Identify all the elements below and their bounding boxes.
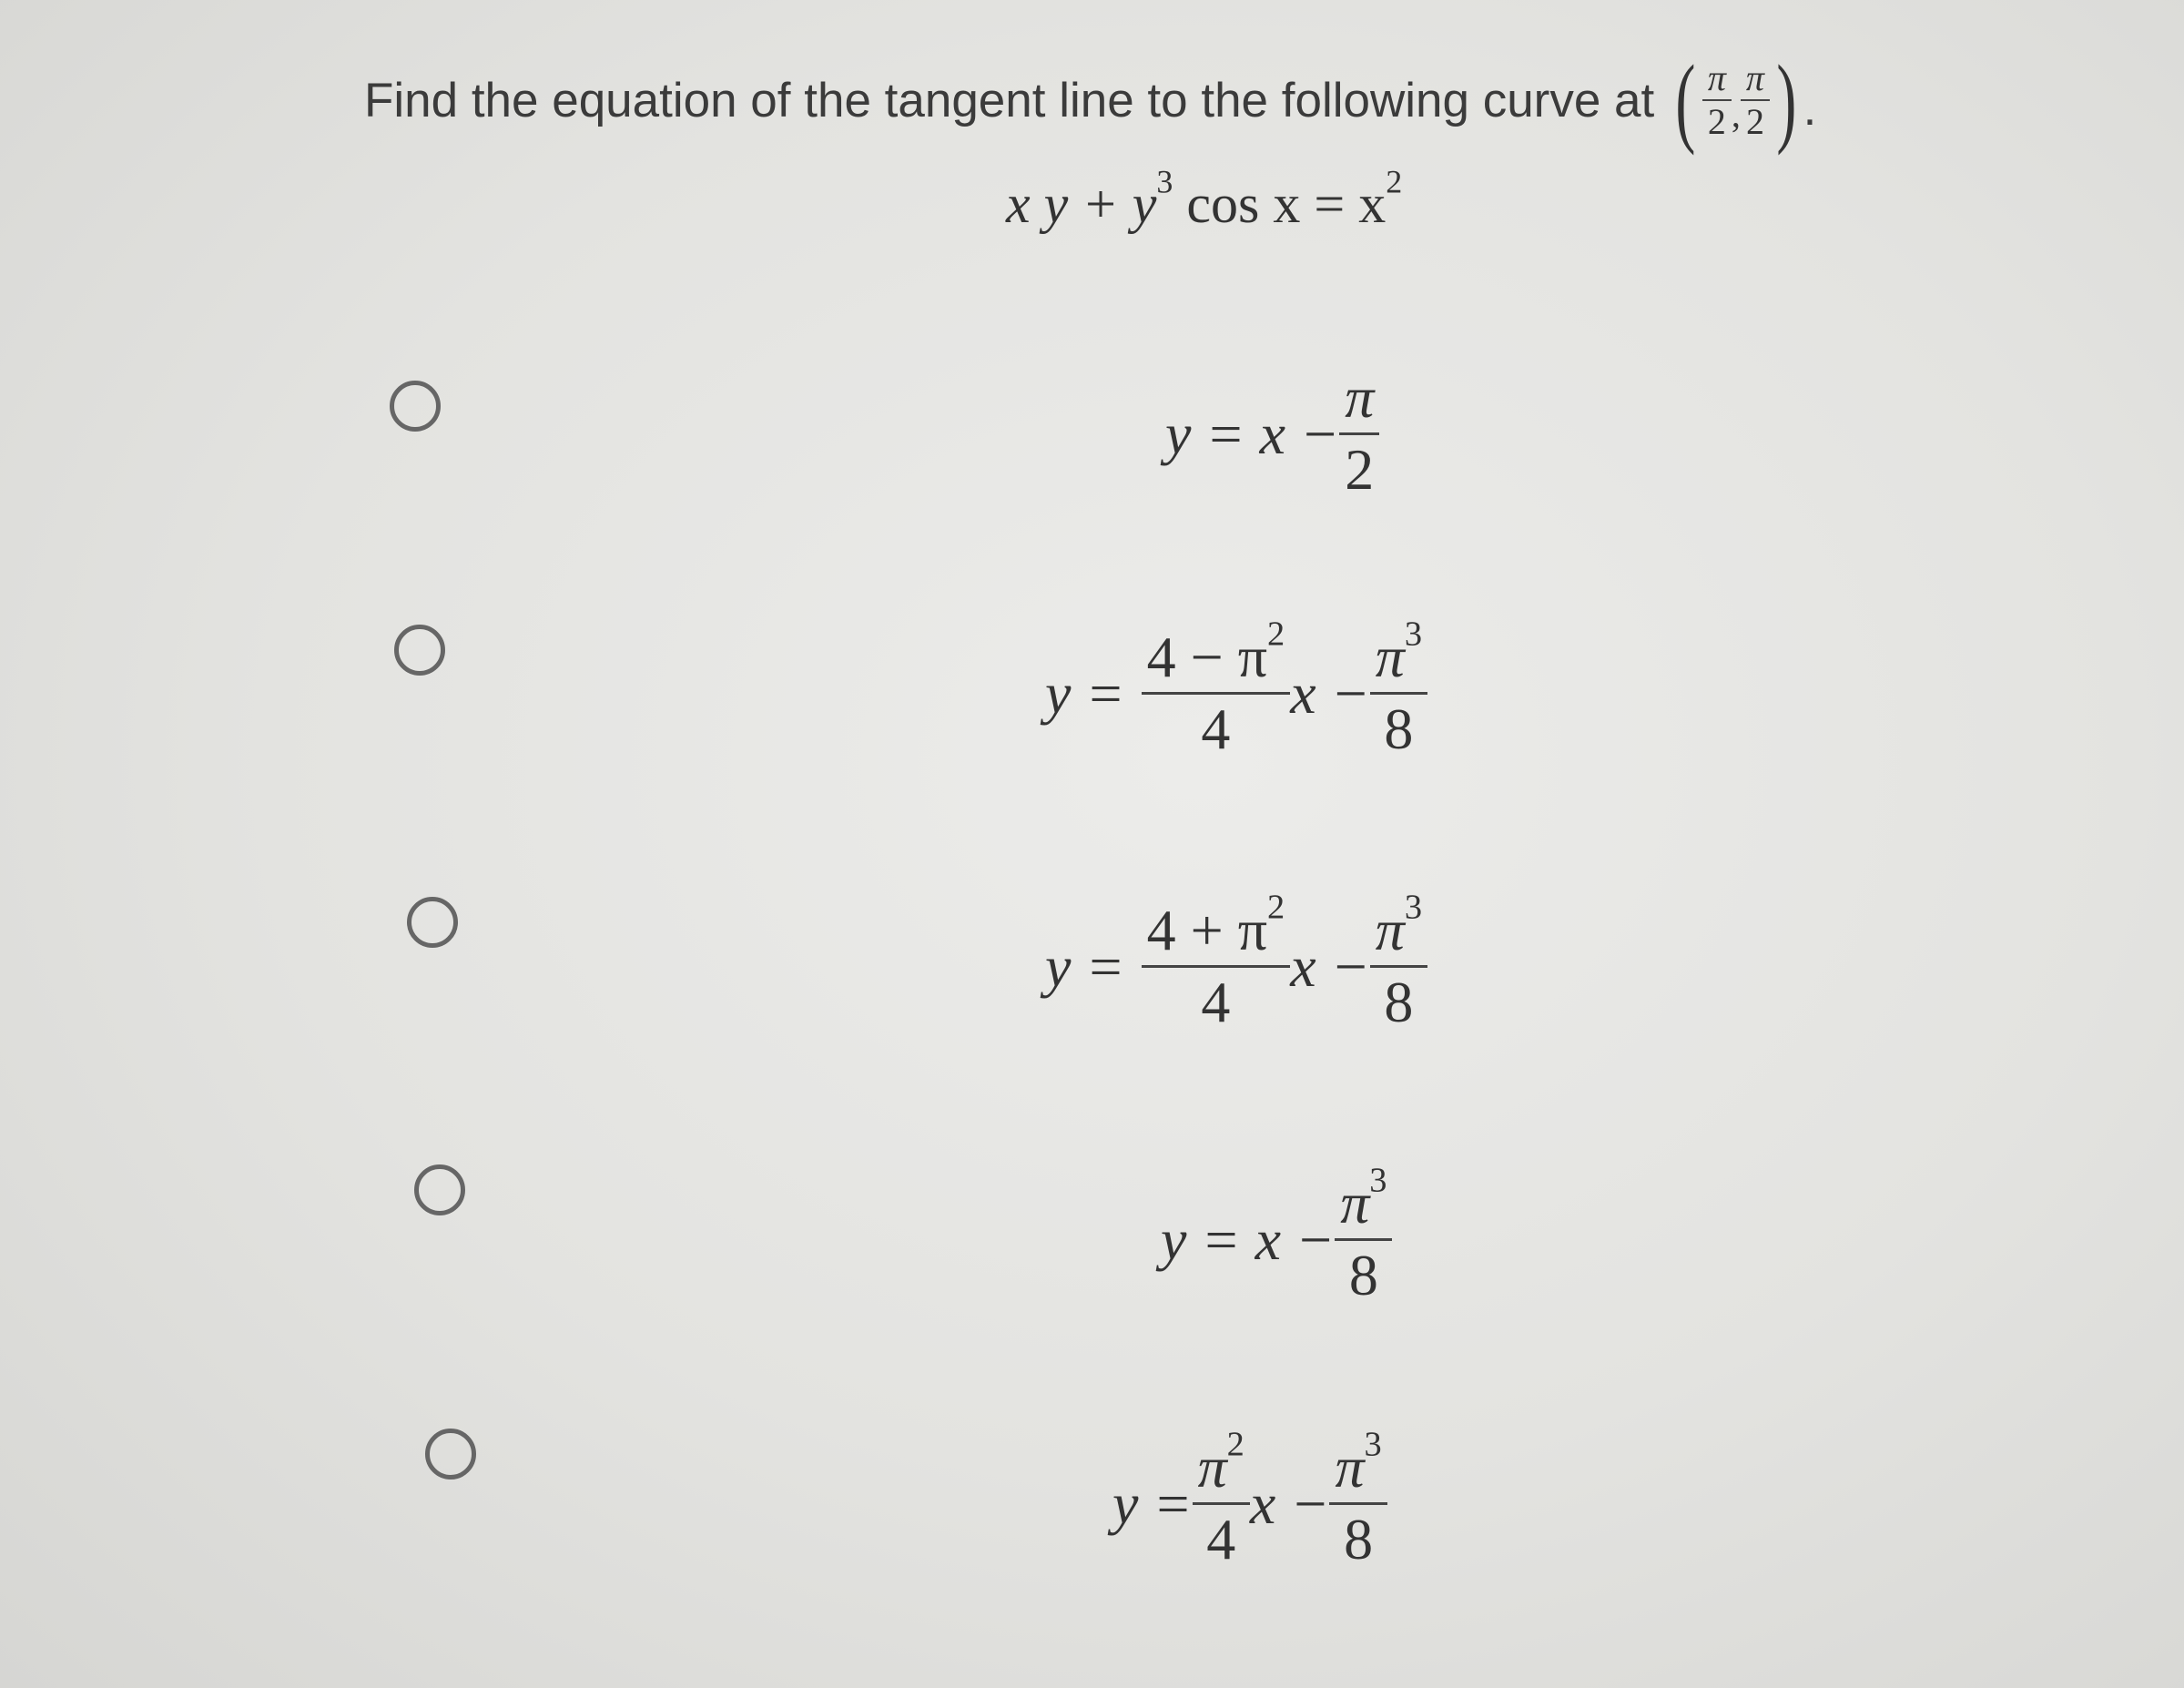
fraction-bar	[1335, 1238, 1392, 1241]
curve-lhs-a: x y + y	[1006, 174, 1157, 234]
fraction-bar	[1370, 692, 1427, 695]
option-3-coef-denominator: 4	[1201, 970, 1231, 1034]
option-4-num-exponent: 3	[1369, 1161, 1387, 1200]
option-2-coef-numerator: 4 − π	[1146, 625, 1267, 689]
option-2-coef-exponent: 2	[1267, 615, 1285, 654]
option-5-answer[interactable]	[1112, 1425, 1387, 1571]
option-5-coef-exponent: 2	[1226, 1425, 1244, 1464]
question-period: .	[1803, 81, 1817, 136]
point-y-numerator: π	[1745, 57, 1764, 98]
option-2-radio[interactable]	[394, 625, 445, 676]
option-2-denominator: 8	[1384, 697, 1414, 761]
option-2-numerator: π	[1375, 625, 1405, 689]
option-2-constant-fraction	[1370, 615, 1427, 761]
option-5-constant-fraction	[1329, 1425, 1387, 1571]
option-2-answer[interactable]	[1045, 615, 1427, 761]
option-5-num-exponent: 3	[1364, 1425, 1382, 1464]
option-3-radio[interactable]	[407, 897, 458, 948]
fraction-bar	[1329, 1502, 1387, 1505]
option-4-fraction	[1335, 1161, 1392, 1307]
option-4-answer[interactable]	[1161, 1161, 1392, 1307]
option-3-mid: x −	[1290, 933, 1370, 999]
option-5-radio[interactable]	[425, 1429, 476, 1480]
option-1-numerator: π	[1345, 365, 1375, 430]
option-1-answer[interactable]	[1165, 365, 1379, 502]
option-5-coef-numerator: π	[1197, 1435, 1227, 1500]
point-y-fraction	[1741, 57, 1770, 142]
open-paren: (	[1675, 45, 1696, 156]
curve-rhs-exponent: 2	[1386, 163, 1403, 200]
fraction-bar	[1142, 692, 1291, 695]
option-1-radio[interactable]	[390, 381, 441, 432]
option-4-numerator: π	[1340, 1171, 1370, 1235]
option-5-coef-denominator: 4	[1206, 1507, 1236, 1571]
option-3-constant-fraction	[1370, 888, 1427, 1034]
option-5-denominator: 8	[1344, 1507, 1374, 1571]
point-x-numerator: π	[1707, 57, 1726, 98]
option-3-coefficient-fraction	[1142, 888, 1291, 1034]
fraction-bar	[1193, 1502, 1250, 1505]
option-3-denominator: 8	[1384, 970, 1414, 1034]
point-x-fraction	[1702, 57, 1732, 142]
curve-lhs-b: cos x = x	[1173, 174, 1387, 234]
curve-lhs-exponent: 3	[1156, 163, 1173, 200]
curve-equation	[1006, 163, 1403, 236]
question-prompt	[364, 45, 1817, 156]
option-5-numerator: π	[1335, 1435, 1365, 1500]
fraction-bar	[1339, 432, 1379, 435]
option-3-coef-exponent: 2	[1267, 888, 1285, 927]
option-5-coefficient-fraction	[1193, 1425, 1250, 1571]
question-text: Find the equation of the tangent line to the following curve at	[364, 73, 1655, 127]
option-3-num-exponent: 3	[1404, 888, 1423, 927]
option-2-coefficient-fraction	[1142, 615, 1291, 761]
fraction-bar	[1142, 965, 1291, 968]
close-paren: )	[1776, 45, 1797, 156]
option-2-num-exponent: 3	[1404, 615, 1423, 654]
point-x-denominator: 2	[1707, 101, 1726, 142]
option-3-coef-numerator: 4 + π	[1146, 898, 1267, 962]
option-2-coef-denominator: 4	[1201, 697, 1231, 761]
point-y-denominator: 2	[1745, 101, 1764, 142]
option-5-mid: x −	[1249, 1470, 1330, 1536]
point-comma: ,	[1731, 93, 1741, 135]
option-5-prefix: y =	[1112, 1470, 1193, 1536]
option-1-prefix: y = x −	[1165, 401, 1340, 466]
option-4-prefix: y = x −	[1161, 1206, 1336, 1272]
option-3-answer[interactable]	[1045, 888, 1427, 1034]
fraction-bar	[1370, 965, 1427, 968]
option-4-radio[interactable]	[414, 1164, 465, 1215]
option-4-denominator: 8	[1348, 1243, 1378, 1307]
option-3-numerator: π	[1375, 898, 1405, 962]
option-3-prefix: y =	[1045, 933, 1125, 999]
option-1-fraction	[1339, 365, 1379, 502]
option-2-mid: x −	[1290, 660, 1370, 726]
option-2-prefix: y =	[1045, 660, 1125, 726]
option-1-denominator: 2	[1345, 437, 1375, 502]
